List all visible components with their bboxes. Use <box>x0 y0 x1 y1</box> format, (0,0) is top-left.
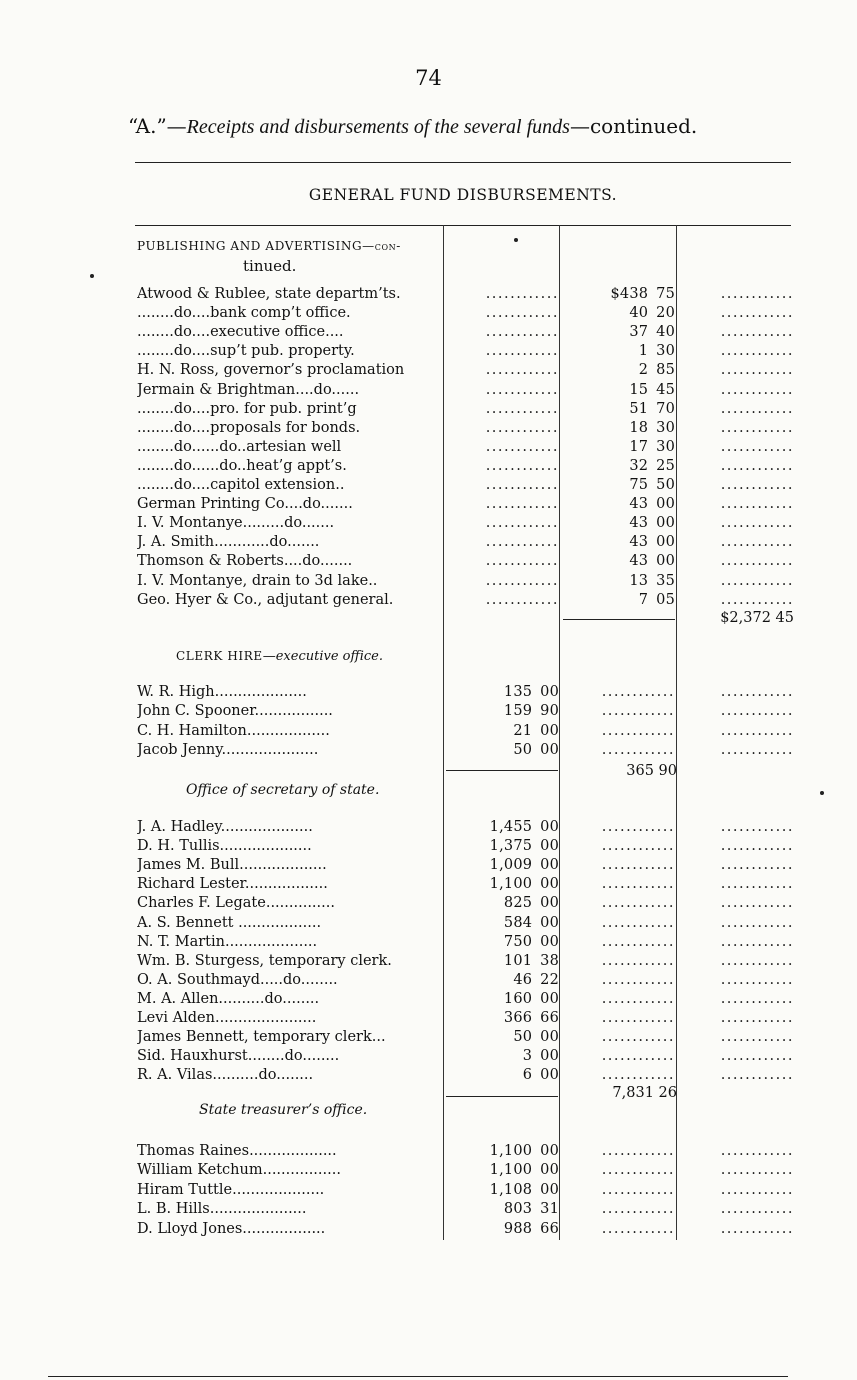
leader-dots: ............ <box>720 838 794 855</box>
leader-dots: ............ <box>601 1220 675 1237</box>
leader-dots: ............ <box>601 1143 675 1159</box>
amount-cell: 1,455 00 <box>489 819 559 835</box>
leader-dots: ............ <box>720 438 794 455</box>
leader-dots: ............ <box>720 1143 794 1159</box>
row-label: ........do......do..artesian well <box>137 438 342 455</box>
amount-cell: 32 25 <box>629 457 675 474</box>
amount-cell: 6 00 <box>522 1067 559 1084</box>
page-title <box>128 114 697 139</box>
amount-cents: 05 <box>656 591 675 608</box>
leader-dots: ............ <box>720 1162 794 1179</box>
leader-dots: ............ <box>601 876 675 893</box>
leader-dots: ............ <box>720 477 794 493</box>
leader-dots: ............ <box>601 990 675 1007</box>
leader-dots: ............ <box>485 343 559 360</box>
row-label: Hiram Tuttle.................... <box>137 1181 325 1198</box>
row-label: ........do....proposals for bonds. <box>137 419 361 436</box>
row-label: German Printing Co....do....... <box>137 496 353 513</box>
row-label: I. V. Montanye, drain to 3d lake.. <box>137 572 378 589</box>
amount-cents: 30 <box>656 419 675 436</box>
amount-cents: 22 <box>540 971 559 988</box>
amount-cell: 15 45 <box>629 381 675 398</box>
leader-dots: ............ <box>601 741 675 758</box>
leader-dots: ............ <box>485 572 559 589</box>
amount-cents: 50 <box>656 477 675 493</box>
row-label: Atwood & Rublee, state departm’ts. <box>137 286 401 302</box>
amount-cents: 00 <box>540 1067 559 1084</box>
row-label: Jermain & Brightman....do...... <box>137 381 360 398</box>
leader-dots: ............ <box>720 990 794 1007</box>
leader-dots: ............ <box>485 381 559 398</box>
publishing-sum-rule <box>563 619 675 620</box>
amount-cell: 43 00 <box>629 496 675 513</box>
leader-dots: ............ <box>601 895 675 912</box>
clerk-hire-heading: CLERK HIRE—executive office. <box>176 649 383 664</box>
leader-dots: ............ <box>485 457 559 474</box>
amount-cell: 1 30 <box>638 343 675 360</box>
amount-cents: 00 <box>540 857 559 874</box>
row-label: I. V. Montanye.........do....... <box>137 515 335 532</box>
amount-cents: 38 <box>540 952 559 969</box>
amount-cell: 584 00 <box>503 914 559 931</box>
row-label: ........do....bank comp’t office. <box>137 305 351 322</box>
amount-cell: 1,100 00 <box>489 1162 559 1179</box>
row-label: William Ketchum................. <box>137 1162 341 1179</box>
leader-dots: ............ <box>720 553 794 570</box>
amount-cents: 00 <box>540 1162 559 1179</box>
leader-dots: ............ <box>720 515 794 532</box>
row-label: D. Lloyd Jones.................. <box>137 1220 326 1237</box>
leader-dots: ............ <box>601 838 675 855</box>
row-label: H. N. Ross, governor’s proclamation <box>137 362 405 379</box>
page-number: 74 <box>415 66 442 90</box>
amount-cell: 40 20 <box>629 305 675 322</box>
amount-cell: 17 30 <box>629 438 675 455</box>
leader-dots: ............ <box>601 971 675 988</box>
amount-cell: 988 66 <box>503 1220 559 1237</box>
leader-dots: ............ <box>601 857 675 874</box>
amount-cents: 66 <box>540 1220 559 1237</box>
row-label: W. R. High.................... <box>137 684 307 700</box>
leader-dots: ............ <box>720 895 794 912</box>
amount-cell: 1,100 00 <box>489 1143 559 1159</box>
amount-cents: 00 <box>540 1029 559 1046</box>
amount-cents: 00 <box>656 496 675 513</box>
leader-dots: ............ <box>720 457 794 474</box>
amount-cents: 25 <box>656 457 675 474</box>
amount-cell: 43 00 <box>629 534 675 551</box>
leader-dots: ............ <box>601 703 675 720</box>
row-label: D. H. Tullis.................... <box>137 838 312 855</box>
amount-cell: 21 00 <box>513 722 559 739</box>
amount-cell: 101 38 <box>503 952 559 969</box>
amount-cents: 00 <box>540 722 559 739</box>
amount-cell: $438 75 <box>610 286 675 302</box>
leader-dots: ............ <box>485 438 559 455</box>
amount-cell: 1,108 00 <box>489 1181 559 1198</box>
row-label: Charles F. Legate............... <box>137 895 335 912</box>
leader-dots: ............ <box>720 1220 794 1237</box>
row-label: ........do....pro. for pub. print’g <box>137 400 357 417</box>
bottom-rule <box>48 1376 788 1377</box>
secretary-sum-rule <box>446 1096 558 1097</box>
row-label: O. A. Southmayd.....do........ <box>137 971 338 988</box>
row-label: M. A. Allen..........do........ <box>137 990 320 1007</box>
row-label: ........do....executive office.... <box>137 324 344 341</box>
leader-dots: ............ <box>720 1181 794 1198</box>
leader-dots: ............ <box>720 381 794 398</box>
amount-cents: 00 <box>540 914 559 931</box>
row-label: John C. Spooner................. <box>137 703 333 720</box>
leader-dots: ............ <box>720 952 794 969</box>
amount-cell: 750 00 <box>503 933 559 950</box>
leader-dots: ............ <box>720 1048 794 1065</box>
row-label: James M. Bull................... <box>137 857 327 874</box>
amount-cents: 35 <box>656 572 675 589</box>
amount-cents: 00 <box>656 515 675 532</box>
amount-cell: 43 00 <box>629 515 675 532</box>
leader-dots: ............ <box>601 722 675 739</box>
leader-dots: ............ <box>720 591 794 608</box>
header-rule <box>135 225 791 226</box>
publishing-heading: PUBLISHING AND ADVERTISING—con- <box>137 239 401 253</box>
leader-dots: ............ <box>601 952 675 969</box>
leader-dots: ............ <box>485 534 559 551</box>
amount-cell: 75 50 <box>629 477 675 493</box>
amount-cell: 43 00 <box>629 553 675 570</box>
row-label: ........do....capitol extension.. <box>137 477 345 493</box>
clerk-total: 365 90 <box>626 763 677 779</box>
amount-cents: 00 <box>540 990 559 1007</box>
top-rule <box>135 162 791 163</box>
row-label: Richard Lester.................. <box>137 876 328 893</box>
amount-cents: 66 <box>540 1010 559 1026</box>
row-label: James Bennett, temporary clerk... <box>137 1029 386 1046</box>
row-label: Jacob Jenny..................... <box>137 741 319 758</box>
row-label: Sid. Hauxhurst........do........ <box>137 1048 340 1065</box>
leader-dots: ............ <box>720 914 794 931</box>
leader-dots: ............ <box>720 324 794 341</box>
amount-cents: 40 <box>656 324 675 341</box>
amount-cell: 825 00 <box>503 895 559 912</box>
leader-dots: ............ <box>720 419 794 436</box>
amount-cell: 18 30 <box>629 419 675 436</box>
row-label: Wm. B. Sturgess, temporary clerk. <box>137 952 392 969</box>
leader-dots: ............ <box>601 1201 675 1218</box>
amount-cell: 366 66 <box>503 1010 559 1026</box>
leader-dots: ............ <box>485 305 559 322</box>
column-divider-2 <box>559 225 560 1240</box>
row-label: N. T. Martin.................... <box>137 933 318 950</box>
row-label: Geo. Hyer & Co., adjutant general. <box>137 591 394 608</box>
leader-dots: ............ <box>485 553 559 570</box>
leader-dots: ............ <box>601 1048 675 1065</box>
leader-dots: ............ <box>720 876 794 893</box>
amount-cents: 31 <box>540 1201 559 1218</box>
leader-dots: ............ <box>485 591 559 608</box>
amount-cell: 1,375 00 <box>489 838 559 855</box>
publishing-heading-continued: tinued. <box>243 257 297 275</box>
amount-cell: 51 70 <box>629 400 675 417</box>
leader-dots: ............ <box>601 1067 675 1084</box>
leader-dots: ............ <box>485 419 559 436</box>
row-label: L. B. Hills..................... <box>137 1201 307 1218</box>
amount-cell: 803 31 <box>503 1201 559 1218</box>
amount-cell: 1,009 00 <box>489 857 559 874</box>
publishing-total: $2,372 45 <box>720 610 794 626</box>
leader-dots: ............ <box>601 1010 675 1026</box>
leader-dots: ............ <box>601 1181 675 1198</box>
amount-cents: 00 <box>656 534 675 551</box>
amount-cents: 00 <box>540 819 559 835</box>
amount-cents: 70 <box>656 400 675 417</box>
leader-dots: ............ <box>485 362 559 379</box>
row-label: Levi Alden...................... <box>137 1010 317 1026</box>
section-heading: GENERAL FUND DISBURSEMENTS. <box>308 186 618 204</box>
leader-dots: ............ <box>720 534 794 551</box>
amount-cents: 00 <box>540 933 559 950</box>
amount-cents: 85 <box>656 362 675 379</box>
amount-cents: 00 <box>540 1048 559 1065</box>
leader-dots: ............ <box>485 324 559 341</box>
leader-dots: ............ <box>720 400 794 417</box>
leader-dots: ............ <box>720 1029 794 1046</box>
title-italic: Receipts and disbursements of the several funds <box>186 116 570 138</box>
amount-cents: 00 <box>540 876 559 893</box>
amount-cents: 75 <box>656 286 675 302</box>
leader-dots: ............ <box>720 684 794 700</box>
amount-cents: 30 <box>656 438 675 455</box>
leader-dots: ............ <box>720 362 794 379</box>
amount-cents: 00 <box>540 741 559 758</box>
amount-cell: 13 35 <box>629 572 675 589</box>
row-label: J. A. Smith............do....... <box>137 534 320 551</box>
ink-speck <box>90 274 94 278</box>
leader-dots: ............ <box>720 286 794 302</box>
amount-cell: 2 85 <box>638 362 675 379</box>
amount-cents: 20 <box>656 305 675 322</box>
row-label: ........do....sup’t pub. property. <box>137 343 355 360</box>
amount-cell: 50 00 <box>513 1029 559 1046</box>
title-prefix: “A.”— <box>128 114 187 138</box>
row-label: J. A. Hadley.................... <box>137 819 313 835</box>
amount-cell: 135 00 <box>503 684 559 700</box>
amount-cell: 46 22 <box>513 971 559 988</box>
row-label: Thomas Raines................... <box>137 1143 337 1159</box>
leader-dots: ............ <box>601 1029 675 1046</box>
leader-dots: ............ <box>601 684 675 700</box>
amount-cell: 3 00 <box>522 1048 559 1065</box>
amount-cents: 90 <box>540 703 559 720</box>
amount-cell: 50 00 <box>513 741 559 758</box>
leader-dots: ............ <box>485 286 559 302</box>
leader-dots: ............ <box>720 722 794 739</box>
title-suffix: —continued. <box>569 114 698 138</box>
leader-dots: ............ <box>720 1010 794 1026</box>
amount-cents: 00 <box>540 1143 559 1159</box>
leader-dots: ............ <box>720 703 794 720</box>
leader-dots: ............ <box>720 1201 794 1218</box>
row-label: ........do......do..heat’g appt’s. <box>137 457 347 474</box>
leader-dots: ............ <box>720 305 794 322</box>
amount-cell: 37 40 <box>629 324 675 341</box>
amount-cell: 7 05 <box>638 591 675 608</box>
column-divider-1 <box>443 225 444 1240</box>
leader-dots: ............ <box>720 343 794 360</box>
amount-cents: 00 <box>540 838 559 855</box>
leader-dots: ............ <box>720 933 794 950</box>
leader-dots: ............ <box>720 496 794 513</box>
amount-cents: 00 <box>656 553 675 570</box>
amount-cents: 00 <box>540 1181 559 1198</box>
amount-cents: 30 <box>656 343 675 360</box>
treasurer-heading: State treasurer’s office. <box>199 1102 368 1118</box>
leader-dots: ............ <box>601 933 675 950</box>
ink-speck <box>820 791 824 795</box>
leader-dots: ............ <box>485 515 559 532</box>
ink-speck <box>514 238 518 242</box>
amount-cents: 00 <box>540 684 559 700</box>
leader-dots: ............ <box>601 819 675 835</box>
leader-dots: ............ <box>720 741 794 758</box>
leader-dots: ............ <box>485 496 559 513</box>
amount-cents: 00 <box>540 895 559 912</box>
leader-dots: ............ <box>720 857 794 874</box>
amount-cell: 1,100 00 <box>489 876 559 893</box>
leader-dots: ............ <box>601 914 675 931</box>
leader-dots: ............ <box>720 572 794 589</box>
leader-dots: ............ <box>720 971 794 988</box>
leader-dots: ............ <box>485 477 559 493</box>
leader-dots: ............ <box>485 400 559 417</box>
amount-cell: 160 00 <box>503 990 559 1007</box>
leader-dots: ............ <box>720 819 794 835</box>
leader-dots: ............ <box>601 1162 675 1179</box>
row-label: Thomson & Roberts....do....... <box>137 553 353 570</box>
row-label: R. A. Vilas..........do........ <box>137 1067 314 1084</box>
amount-cell: 159 90 <box>503 703 559 720</box>
leader-dots: ............ <box>720 1067 794 1084</box>
row-label: A. S. Bennett .................. <box>137 914 322 931</box>
amount-cents: 45 <box>656 381 675 398</box>
secretary-heading: Office of secretary of state. <box>186 782 380 798</box>
secretary-total: 7,831 26 <box>612 1085 677 1101</box>
row-label: C. H. Hamilton.................. <box>137 722 330 739</box>
clerk-sum-rule <box>446 770 558 771</box>
